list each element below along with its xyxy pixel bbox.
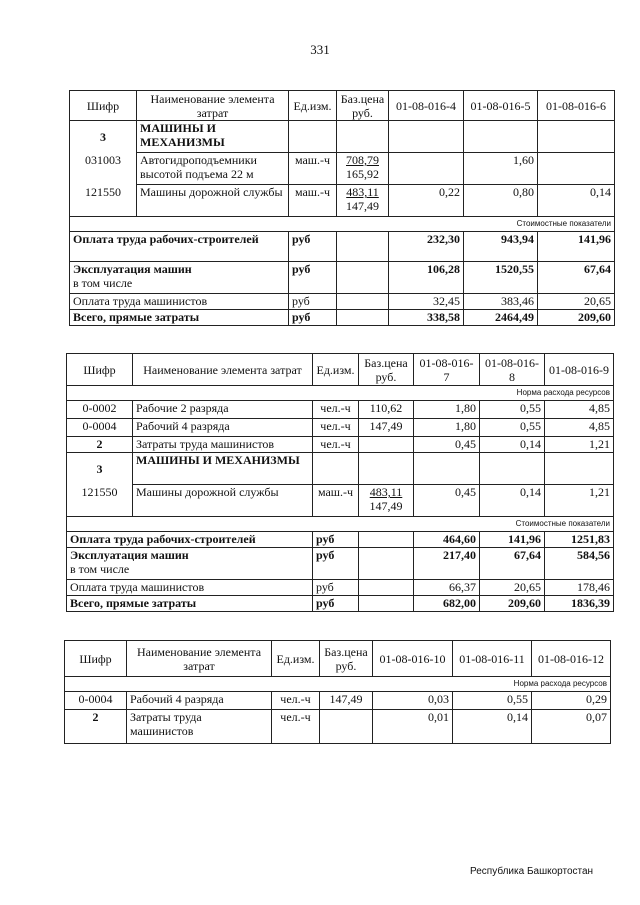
cost-indicators-label: Стоимостные показатели xyxy=(70,217,615,232)
row-price xyxy=(337,153,389,185)
summary-value-2: 209,60 xyxy=(480,596,545,612)
resource-table-1 xyxy=(69,90,615,326)
value-1: 0,45 xyxy=(414,437,480,453)
header-col-1: 01-08-016-10 xyxy=(373,641,453,677)
summary-unit: руб xyxy=(313,580,359,596)
summary-unit: руб xyxy=(289,310,337,326)
header-price: Баз.цена руб. xyxy=(320,641,373,677)
subheader-row xyxy=(65,677,611,692)
header-col-3: 01-08-016-9 xyxy=(545,354,614,386)
resource-norm-label: Норма расхода ресурсов xyxy=(67,386,614,401)
row-price: 147,49 xyxy=(320,692,373,710)
summary-value-1: 464,60 xyxy=(414,532,480,548)
summary-row xyxy=(70,310,615,326)
header-col-3: 01-08-016-12 xyxy=(532,641,611,677)
value-2: 0,55 xyxy=(480,419,545,437)
row-unit: чел.-ч xyxy=(313,401,359,419)
value-1: 0,03 xyxy=(373,692,453,710)
header-code: Шифр xyxy=(65,641,127,677)
header-col-2: 01-08-016-5 xyxy=(464,91,538,121)
summary-row xyxy=(70,262,615,294)
section-row xyxy=(67,453,614,485)
summary-row xyxy=(70,294,615,310)
summary-value-1: 217,40 xyxy=(414,548,480,580)
table-row xyxy=(67,419,614,437)
header-code: Шифр xyxy=(67,354,133,386)
summary-name: Эксплуатация машин xyxy=(70,548,189,562)
table-header-row xyxy=(67,354,614,386)
summary-unit: руб xyxy=(289,294,337,310)
summary-unit: руб xyxy=(289,232,337,262)
price-secondary: 147,49 xyxy=(369,499,403,513)
summary-row xyxy=(70,232,615,262)
value-2: 0,80 xyxy=(464,185,538,217)
row-unit: маш.-ч xyxy=(313,485,359,517)
summary-value-2: 141,96 xyxy=(480,532,545,548)
table-row xyxy=(67,485,614,517)
summary-row xyxy=(67,596,614,612)
row-unit: маш.-ч xyxy=(289,153,337,185)
row-code: 2 xyxy=(67,437,133,453)
value-2: 0,14 xyxy=(480,485,545,517)
summary-value-3: 141,96 xyxy=(538,232,615,262)
value-1: 1,80 xyxy=(414,401,480,419)
summary-unit: руб xyxy=(313,532,359,548)
value-3: 0,14 xyxy=(538,185,615,217)
summary-value-1: 338,58 xyxy=(389,310,464,326)
summary-value-3: 1251,83 xyxy=(545,532,614,548)
section-row xyxy=(70,121,615,153)
value-1 xyxy=(389,153,464,185)
row-name: Машины дорожной службы xyxy=(133,485,313,517)
price-primary: 483,11 xyxy=(346,185,379,199)
row-unit: маш.-ч xyxy=(289,185,337,217)
summary-name: Оплата труда рабочих-строителей xyxy=(67,532,313,548)
row-unit: чел.-ч xyxy=(313,437,359,453)
header-name: Наименование элемента затрат xyxy=(137,91,289,121)
summary-name: Всего, прямые затраты xyxy=(70,310,289,326)
row-name: Рабочие 2 разряда xyxy=(133,401,313,419)
header-col-2: 01-08-016-8 xyxy=(480,354,545,386)
price-secondary: 147,49 xyxy=(346,199,379,213)
row-name: Машины дорожной службы xyxy=(137,185,289,217)
row-code: 0-0004 xyxy=(67,419,133,437)
summary-value-1: 232,30 xyxy=(389,232,464,262)
value-3: 4,85 xyxy=(545,419,614,437)
summary-name: Эксплуатация машин xyxy=(73,262,192,276)
summary-value-3: 67,64 xyxy=(538,262,615,294)
summary-value-2: 943,94 xyxy=(464,232,538,262)
header-col-2: 01-08-016-11 xyxy=(453,641,532,677)
value-3: 0,29 xyxy=(532,692,611,710)
row-price xyxy=(337,185,389,217)
subheader-row xyxy=(67,517,614,532)
resource-table-3 xyxy=(64,640,611,744)
summary-value-3: 20,65 xyxy=(538,294,615,310)
header-code: Шифр xyxy=(70,91,137,121)
value-3: 0,07 xyxy=(532,710,611,744)
header-col-1: 01-08-016-7 xyxy=(414,354,480,386)
summary-value-2: 383,46 xyxy=(464,294,538,310)
table-row xyxy=(67,401,614,419)
row-code: 121550 xyxy=(67,485,133,517)
row-code: 031003 xyxy=(70,153,137,185)
resource-norm-label: Норма расхода ресурсов xyxy=(65,677,611,692)
table-header-row xyxy=(65,641,611,677)
footer-region-label: Республика Башкортостан xyxy=(470,866,594,877)
value-1: 1,80 xyxy=(414,419,480,437)
summary-row xyxy=(67,580,614,596)
summary-row xyxy=(67,548,614,580)
price-primary: 708,79 xyxy=(346,153,379,167)
row-price xyxy=(359,437,414,453)
section-code: 3 xyxy=(67,453,133,485)
value-3 xyxy=(538,153,615,185)
row-code: 2 xyxy=(65,710,127,744)
summary-value-2: 67,64 xyxy=(480,548,545,580)
value-2: 0,55 xyxy=(480,401,545,419)
value-2: 0,14 xyxy=(453,710,532,744)
table-row xyxy=(67,437,614,453)
header-name: Наименование элемента затрат xyxy=(133,354,313,386)
value-3: 1,21 xyxy=(545,485,614,517)
header-price: Баз.цена руб. xyxy=(359,354,414,386)
row-unit: чел.-ч xyxy=(272,710,320,744)
table-row xyxy=(70,153,615,185)
section-title: МАШИНЫ И МЕХАНИЗМЫ xyxy=(137,121,289,153)
row-name: Рабочий 4 разряда xyxy=(133,419,313,437)
price-primary: 483,11 xyxy=(369,485,403,499)
header-unit: Ед.изм. xyxy=(272,641,320,677)
summary-name: Всего, прямые затраты xyxy=(67,596,313,612)
value-2: 1,60 xyxy=(464,153,538,185)
summary-name-cell xyxy=(70,262,289,294)
summary-name: Оплата труда машинистов xyxy=(70,294,289,310)
row-price: 147,49 xyxy=(359,419,414,437)
row-name: Затраты труда машинистов xyxy=(133,437,313,453)
summary-unit: руб xyxy=(313,596,359,612)
section-code: 3 xyxy=(70,121,137,153)
summary-sub: в том числе xyxy=(73,276,133,290)
resource-table-2 xyxy=(66,353,614,612)
table-header-row xyxy=(70,91,615,121)
table-row xyxy=(65,692,611,710)
summary-value-1: 32,45 xyxy=(389,294,464,310)
summary-unit: руб xyxy=(313,548,359,580)
header-unit: Ед.изм. xyxy=(289,91,337,121)
header-col-3: 01-08-016-6 xyxy=(538,91,615,121)
value-1: 0,01 xyxy=(373,710,453,744)
summary-row xyxy=(67,532,614,548)
summary-name: Оплата труда рабочих-строителей xyxy=(70,232,289,262)
row-price xyxy=(320,710,373,744)
value-1: 0,22 xyxy=(389,185,464,217)
summary-value-2: 20,65 xyxy=(480,580,545,596)
row-name: Автогидроподъемники высотой подъема 22 м xyxy=(137,153,289,185)
row-code: 0-0004 xyxy=(65,692,127,710)
row-unit: чел.-ч xyxy=(313,419,359,437)
summary-unit: руб xyxy=(289,262,337,294)
value-1: 0,45 xyxy=(414,485,480,517)
row-code: 0-0002 xyxy=(67,401,133,419)
row-name: Затраты труда машинистов xyxy=(127,710,272,744)
table-row xyxy=(65,710,611,744)
summary-value-3: 209,60 xyxy=(538,310,615,326)
value-2: 0,55 xyxy=(453,692,532,710)
cost-indicators-label: Стоимостные показатели xyxy=(67,517,614,532)
summary-value-3: 1836,39 xyxy=(545,596,614,612)
summary-name: Оплата труда машинистов xyxy=(67,580,313,596)
row-code: 121550 xyxy=(70,185,137,217)
row-unit: чел.-ч xyxy=(272,692,320,710)
summary-value-2: 1520,55 xyxy=(464,262,538,294)
summary-value-2: 2464,49 xyxy=(464,310,538,326)
price-secondary: 165,92 xyxy=(346,167,379,181)
value-3: 4,85 xyxy=(545,401,614,419)
summary-sub: в том числе xyxy=(70,562,130,576)
table-row xyxy=(70,185,615,217)
row-name: Рабочий 4 разряда xyxy=(127,692,272,710)
subheader-row xyxy=(70,217,615,232)
value-3: 1,21 xyxy=(545,437,614,453)
section-title: МАШИНЫ И МЕХАНИЗМЫ xyxy=(133,453,313,485)
subheader-row xyxy=(67,386,614,401)
header-name: Наименование элемента затрат xyxy=(127,641,272,677)
row-price: 110,62 xyxy=(359,401,414,419)
value-2: 0,14 xyxy=(480,437,545,453)
page-number: 331 xyxy=(310,42,330,57)
summary-value-1: 66,37 xyxy=(414,580,480,596)
row-price xyxy=(359,485,414,517)
summary-value-3: 584,56 xyxy=(545,548,614,580)
header-price: Баз.цена руб. xyxy=(337,91,389,121)
header-unit: Ед.изм. xyxy=(313,354,359,386)
summary-value-1: 682,00 xyxy=(414,596,480,612)
summary-name-cell xyxy=(67,548,313,580)
header-col-1: 01-08-016-4 xyxy=(389,91,464,121)
summary-value-1: 106,28 xyxy=(389,262,464,294)
summary-value-3: 178,46 xyxy=(545,580,614,596)
